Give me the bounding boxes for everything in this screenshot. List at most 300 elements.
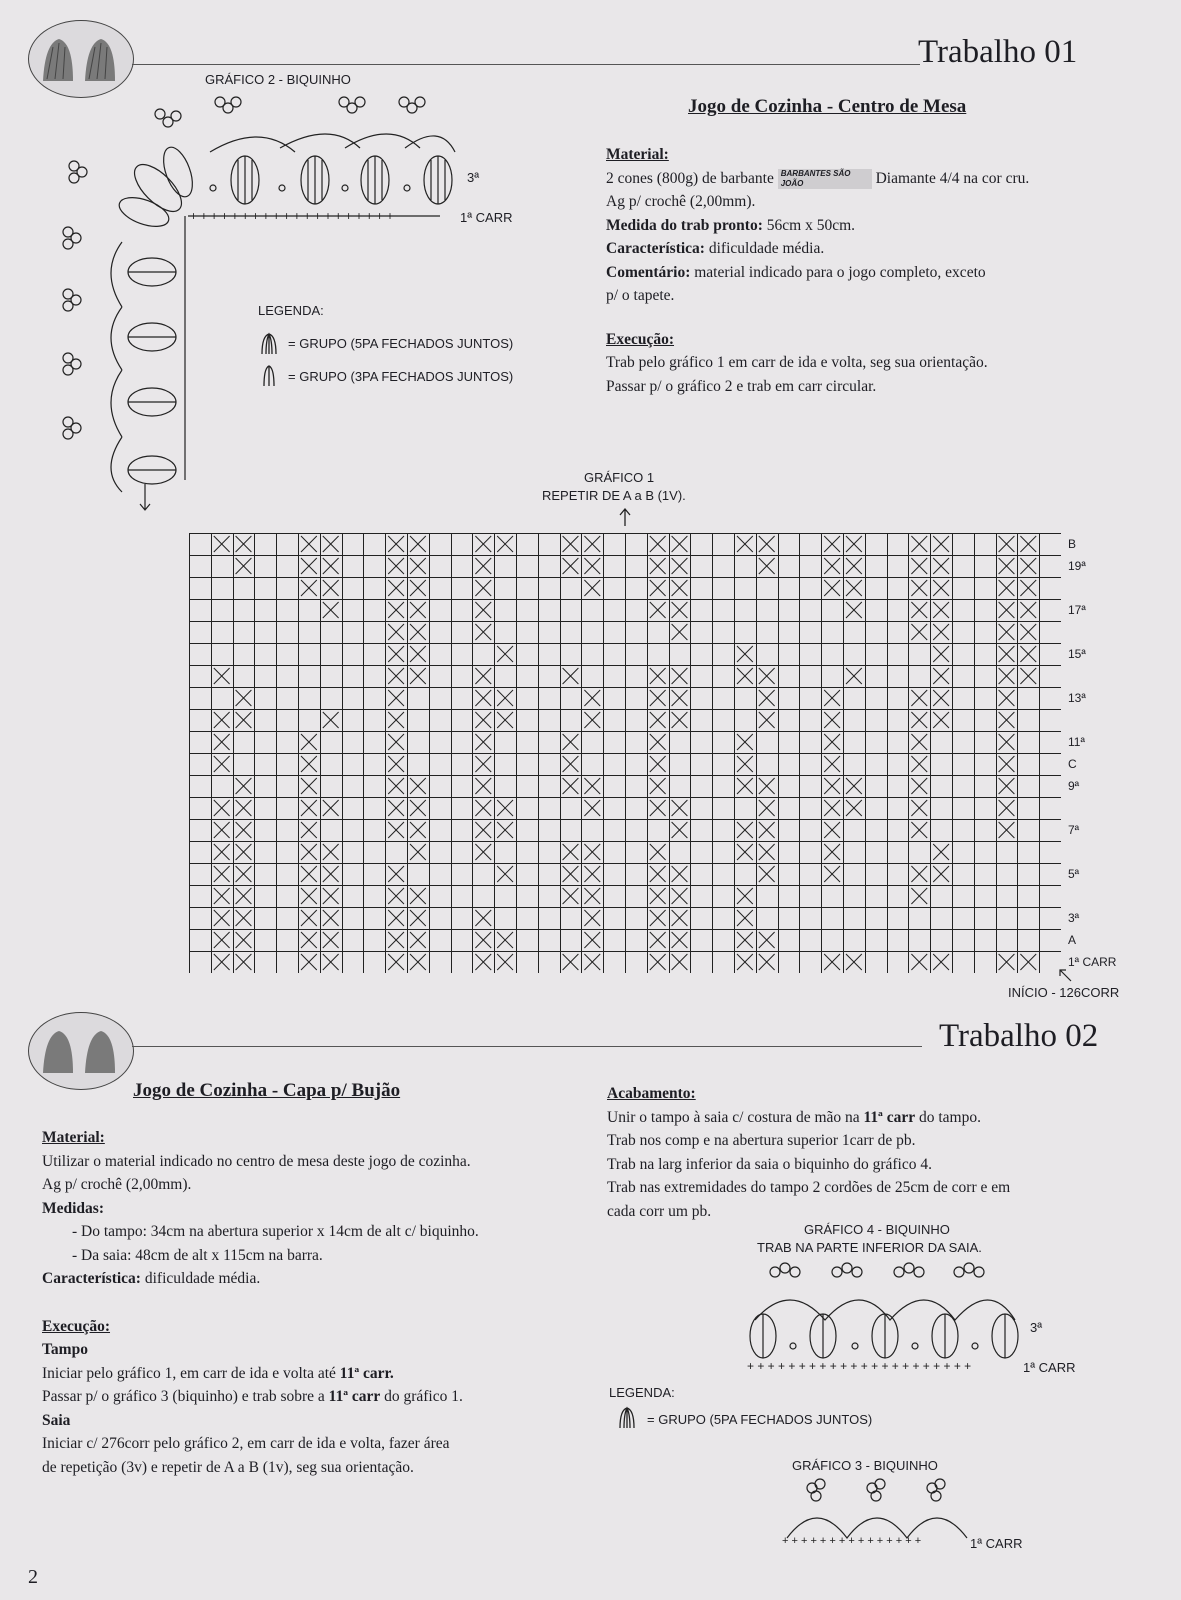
grid-cell-x xyxy=(911,536,927,552)
grafico2-row3-label: 3ª xyxy=(467,170,480,185)
grid-cell-x xyxy=(824,778,840,794)
grid-cell-x xyxy=(911,888,927,904)
grid-cell-x xyxy=(672,536,688,552)
grid-cell-x xyxy=(650,756,666,772)
grid-row-label: 7ª xyxy=(1068,823,1080,837)
grid-cell-x xyxy=(563,536,579,552)
grid-cell-x xyxy=(475,580,491,596)
yarn-icon xyxy=(29,1013,133,1089)
grid-cell-x xyxy=(584,580,600,596)
grid-cell-x xyxy=(1020,646,1036,662)
grid-cell-x xyxy=(301,558,317,574)
grid-cell-x xyxy=(497,954,513,970)
direction-arrow xyxy=(140,484,150,510)
grid-cell-x xyxy=(584,888,600,904)
grid-cell-x xyxy=(236,778,252,794)
material-line1-a: 2 cones (800g) de barbante xyxy=(606,169,774,187)
grid-cell-x xyxy=(236,866,252,882)
grid-cell-x xyxy=(759,558,775,574)
svg-text:+ + + + + + + + + + + + + + +: + + + + + + + + + + + + + + + + + + + + + + xyxy=(747,1359,972,1373)
grid-cell-x xyxy=(584,910,600,926)
grid-cell-x xyxy=(410,580,426,596)
grid-cell-x xyxy=(672,954,688,970)
grid-cell-x xyxy=(1020,624,1036,640)
grid-cell-x xyxy=(301,536,317,552)
t2-acabamento-heading: Acabamento: xyxy=(607,1085,696,1102)
grid-cell-x xyxy=(933,558,949,574)
grid-cell-x xyxy=(672,668,688,684)
grid-cell-x xyxy=(911,800,927,816)
grid-cell-x xyxy=(475,712,491,728)
grid-cell-x xyxy=(410,668,426,684)
comentario-line2: p/ o tapete. xyxy=(606,287,675,304)
grid-cell-x xyxy=(236,954,252,970)
grid-cell-x xyxy=(214,800,230,816)
grafico4-legend-title: LEGENDA: xyxy=(609,1385,675,1400)
grid-cell-x xyxy=(650,712,666,728)
grid-cell-x xyxy=(933,624,949,640)
grid-cell-x xyxy=(1020,536,1036,552)
grid-cell-x xyxy=(846,800,862,816)
grid-cell-x xyxy=(475,734,491,750)
grid-row-label: 19ª xyxy=(1068,559,1086,573)
grid-cell-x xyxy=(759,866,775,882)
grid-cell-x xyxy=(584,954,600,970)
t2-medidas-line2: - Da saia: 48cm de alt x 115cm na barra. xyxy=(72,1246,323,1264)
grid-cell-x xyxy=(737,844,753,860)
grid-cell-x xyxy=(236,844,252,860)
grid-cell-x xyxy=(650,910,666,926)
grid-cell-x xyxy=(999,778,1015,794)
grid-cell-x xyxy=(650,602,666,618)
grid-cell-x xyxy=(824,954,840,970)
grid-cell-x xyxy=(563,954,579,970)
grafico4-row3-label: 3ª xyxy=(1030,1320,1043,1335)
grid-cell-x xyxy=(672,910,688,926)
grid-cell-x xyxy=(410,932,426,948)
material-line2: Ag p/ crochê (2,00mm). xyxy=(606,193,756,210)
grafico2-title: GRÁFICO 2 - BIQUINHO xyxy=(205,72,351,87)
grid-cell-x xyxy=(410,954,426,970)
grid-cell-x xyxy=(388,800,404,816)
grid-cell-x xyxy=(737,734,753,750)
grid-cell-x xyxy=(999,800,1015,816)
execucao-heading: Execução: xyxy=(606,330,675,348)
grafico2-shells-top xyxy=(210,134,455,204)
grid-cell-x xyxy=(323,800,339,816)
grid-cell-x xyxy=(672,580,688,596)
grid-cell-x xyxy=(737,932,753,948)
grid-cell-x xyxy=(475,558,491,574)
grid-cell-x xyxy=(236,888,252,904)
grid-cell-x xyxy=(497,690,513,706)
grid-cell-x xyxy=(410,778,426,794)
grid-cell-x xyxy=(388,910,404,926)
grid-cell-x xyxy=(214,734,230,750)
grid-cell-x xyxy=(388,690,404,706)
grid-cell-x xyxy=(301,932,317,948)
grid-cell-x xyxy=(584,800,600,816)
grid-cell-x xyxy=(563,558,579,574)
grid-cell-x xyxy=(824,580,840,596)
grid-row-label: 11ª xyxy=(1068,735,1085,749)
t2-acab-line4: Trab nas extremidades do tampo 2 cordões de 25cm de corr e em xyxy=(607,1179,1011,1196)
grid-cell-x xyxy=(323,888,339,904)
grid-cell-x xyxy=(999,734,1015,750)
t2-tampo-line1: Iniciar pelo gráfico 1, em carr de ida e volta até 11ª carr. xyxy=(42,1364,394,1382)
t2-acab-line3: Trab na larg inferior da saia o biquinho do gráfico 4. xyxy=(607,1155,932,1173)
caracteristica-line: Característica: dificuldade média. xyxy=(606,240,825,257)
grid-cell-x xyxy=(999,536,1015,552)
grid-cell-x xyxy=(497,712,513,728)
grid-cell-x xyxy=(650,866,666,882)
grid-cell-x xyxy=(672,558,688,574)
grid-cell-x xyxy=(301,954,317,970)
grid-cell-x xyxy=(388,866,404,882)
grid-cell-x xyxy=(737,756,753,772)
grid-row-label: 15ª xyxy=(1068,647,1086,661)
grid-cell-x xyxy=(933,668,949,684)
grid-cell-x xyxy=(911,866,927,882)
grid-cell-x xyxy=(475,822,491,838)
grid-cell-x xyxy=(672,822,688,838)
grid-cell-x xyxy=(584,866,600,882)
grid-cell-x xyxy=(388,646,404,662)
material-line1 xyxy=(606,167,1151,191)
grid-row-label: A xyxy=(1068,933,1077,947)
grid-cell-x xyxy=(475,844,491,860)
grid-cell-x xyxy=(672,888,688,904)
grid-cell-x xyxy=(911,756,927,772)
grid-cell-x xyxy=(650,580,666,596)
grid-cell-x xyxy=(933,580,949,596)
grid-cell-x xyxy=(672,800,688,816)
grid-cell-x xyxy=(846,580,862,596)
grid-cell-x xyxy=(584,690,600,706)
grid-cell-x xyxy=(475,778,491,794)
grid-cell-x xyxy=(933,602,949,618)
grid-cell-x xyxy=(475,932,491,948)
grid-cell-x xyxy=(563,668,579,684)
grid-cell-x xyxy=(236,536,252,552)
grid-cell-x xyxy=(933,646,949,662)
grid-cell-x xyxy=(911,690,927,706)
t2-tampo-heading: Tampo xyxy=(42,1341,88,1358)
grid-cell-x xyxy=(911,558,927,574)
grid-cell-x xyxy=(737,954,753,970)
grid-cell-x xyxy=(846,602,862,618)
grid-cell-x xyxy=(999,690,1015,706)
grid-cell-x xyxy=(824,844,840,860)
grid-cell-x xyxy=(236,910,252,926)
grid-cell-x xyxy=(824,558,840,574)
grid-cell-x xyxy=(824,800,840,816)
grafico2-row1-label: 1ª CARR xyxy=(460,210,513,225)
grid-cell-x xyxy=(497,866,513,882)
grafico1-title-line2: REPETIR DE A a B (1V). xyxy=(542,488,686,503)
grid-cell-x xyxy=(563,778,579,794)
header2-rule xyxy=(132,1046,922,1047)
grid-cell-x xyxy=(214,910,230,926)
svg-text:+ + + + + + + + + + + + + + +: + + + + + + + + + + + + + + + xyxy=(782,1535,922,1547)
grid-cell-x xyxy=(497,646,513,662)
grid-cell-x xyxy=(475,910,491,926)
t2-saia-heading: Saia xyxy=(42,1411,71,1429)
grid-cell-x xyxy=(846,954,862,970)
grid-cell-x xyxy=(410,558,426,574)
grid-cell-x xyxy=(737,910,753,926)
grid-cell-x xyxy=(650,888,666,904)
grid-cell-x xyxy=(650,668,666,684)
grid-cell-x xyxy=(999,624,1015,640)
material-line1-b: Diamante 4/4 na cor cru. xyxy=(875,169,1030,187)
grid-cell-x xyxy=(933,844,949,860)
trabalho1-subtitle: Jogo de Cozinha - Centro de Mesa xyxy=(688,96,967,117)
grafico1-row-labels xyxy=(1068,533,1148,973)
grid-cell-x xyxy=(236,800,252,816)
grid-cell-x xyxy=(672,712,688,728)
grid-cell-x xyxy=(911,734,927,750)
trabalho1-text-block xyxy=(606,143,1151,398)
grid-cell-x xyxy=(999,822,1015,838)
grid-cell-x xyxy=(301,822,317,838)
grid-cell-x xyxy=(388,668,404,684)
grid-cell-x xyxy=(737,646,753,662)
grid-row-label: 17ª xyxy=(1068,603,1086,617)
grid-cell-x xyxy=(388,602,404,618)
grafico4-title-line2: TRAB NA PARTE INFERIOR DA SAIA. xyxy=(757,1240,982,1255)
group-5pa-icon xyxy=(258,332,280,356)
grid-cell-x xyxy=(410,646,426,662)
grid-cell-x xyxy=(475,536,491,552)
grid-cell-x xyxy=(999,646,1015,662)
grid-cell-x xyxy=(563,866,579,882)
grid-row-label: 1ª CARR xyxy=(1068,955,1117,969)
grid-cell-x xyxy=(388,624,404,640)
grid-cell-x xyxy=(911,712,927,728)
grid-cell-x xyxy=(672,624,688,640)
grafico2-diagram xyxy=(60,92,530,512)
grid-cell-x xyxy=(911,954,927,970)
grid-cell-x xyxy=(323,580,339,596)
grid-cell-x xyxy=(1020,602,1036,618)
grid-row-label: B xyxy=(1068,537,1077,551)
grid-cell-x xyxy=(759,668,775,684)
grid-cell-x xyxy=(301,778,317,794)
grid-cell-x xyxy=(323,536,339,552)
grid-cell-x xyxy=(323,602,339,618)
grid-cell-x xyxy=(650,932,666,948)
grid-cell-x xyxy=(846,558,862,574)
yarn-icon xyxy=(29,21,133,97)
grid-cell-x xyxy=(475,602,491,618)
grid-row-label: 3ª xyxy=(1068,911,1080,925)
grid-cell-x xyxy=(999,712,1015,728)
t2-caracteristica-line: Característica: dificuldade média. xyxy=(42,1270,261,1287)
grafico2-crosses xyxy=(190,209,394,223)
grid-cell-x xyxy=(650,536,666,552)
grafico2-legend-title: LEGENDA: xyxy=(258,303,324,318)
grid-cell-x xyxy=(236,690,252,706)
grid-cell-x xyxy=(410,888,426,904)
grid-cell-x xyxy=(475,800,491,816)
start-arrow-icon xyxy=(1058,968,1072,982)
grid-cell-x xyxy=(323,712,339,728)
grafico4-title-line1: GRÁFICO 4 - BIQUINHO xyxy=(804,1222,950,1237)
t2-medidas-heading: Medidas: xyxy=(42,1199,104,1217)
grid-cell-x xyxy=(214,536,230,552)
trabalho2-left-text xyxy=(42,1126,582,1479)
grid-cell-x xyxy=(737,822,753,838)
grid-cell-x xyxy=(672,932,688,948)
t2-saia-line2: de repetição (3v) e repetir de A a B (1v), seg sua orientação. xyxy=(42,1458,414,1476)
trabalho2-title: Trabalho 02 xyxy=(939,1018,1099,1054)
grafico4-shells xyxy=(750,1314,1018,1358)
grid-cell-x xyxy=(911,778,927,794)
grid-cell-x xyxy=(999,602,1015,618)
grid-cell-x xyxy=(410,800,426,816)
header-rule xyxy=(132,64,920,65)
header-logo-circle xyxy=(28,20,134,98)
t2-acab-line1: Unir o tampo à saia c/ costura de mão na 11ª carr do tampo. xyxy=(607,1108,981,1126)
grid-cell-x xyxy=(323,844,339,860)
grid-cell-x xyxy=(1020,954,1036,970)
grid-cell-x xyxy=(759,844,775,860)
grid-cell-x xyxy=(650,800,666,816)
grid-cell-x xyxy=(846,668,862,684)
grid-cell-x xyxy=(933,690,949,706)
grid-cell-x xyxy=(650,778,666,794)
comentario-line: Comentário: material indicado para o jogo completo, exceto xyxy=(606,263,986,281)
grid-cell-x xyxy=(911,602,927,618)
grid-cell-x xyxy=(824,822,840,838)
grid-cell-x xyxy=(214,822,230,838)
grafico1-grid xyxy=(189,533,1061,973)
grafico2-flowers xyxy=(63,97,425,439)
grid-cell-x xyxy=(737,778,753,794)
grid-cell-x xyxy=(410,536,426,552)
grid-cell-x xyxy=(301,580,317,596)
grid-cell-x xyxy=(410,822,426,838)
grid-cell-x xyxy=(388,778,404,794)
grid-cell-x xyxy=(410,910,426,926)
grid-cell-x xyxy=(236,558,252,574)
grid-cell-x xyxy=(650,954,666,970)
grid-cell-x xyxy=(759,932,775,948)
grid-cell-x xyxy=(911,624,927,640)
grid-cell-x xyxy=(475,624,491,640)
grid-cell-x xyxy=(650,558,666,574)
grid-cell-x xyxy=(497,536,513,552)
grid-cell-x xyxy=(410,844,426,860)
grid-cell-x xyxy=(933,954,949,970)
grid-cell-x xyxy=(759,690,775,706)
grid-cell-x xyxy=(911,580,927,596)
grid-cell-x xyxy=(214,888,230,904)
grid-cell-x xyxy=(759,712,775,728)
t2-tampo-line2: Passar p/ o gráfico 3 (biquinho) e trab sobre a 11ª carr do gráfico 1. xyxy=(42,1388,463,1405)
grid-cell-x xyxy=(999,668,1015,684)
grid-cell-x xyxy=(933,866,949,882)
grid-cell-x xyxy=(824,690,840,706)
grid-cell-x xyxy=(388,558,404,574)
grid-cell-x xyxy=(584,712,600,728)
grid-cell-x xyxy=(1020,580,1036,596)
grid-cell-x xyxy=(824,712,840,728)
grid-cell-x xyxy=(563,734,579,750)
grid-cell-x xyxy=(1020,668,1036,684)
grid-cell-x xyxy=(650,734,666,750)
grid-cell-x xyxy=(846,536,862,552)
grid-cell-x xyxy=(497,800,513,816)
grid-cell-x xyxy=(301,888,317,904)
grid-cell-x xyxy=(214,844,230,860)
t2-saia-line1: Iniciar c/ 276corr pelo gráfico 2, em carr de ida e volta, fazer área xyxy=(42,1435,450,1452)
grafico2-shells-side xyxy=(111,242,176,492)
grid-cell-x xyxy=(824,734,840,750)
grid-cell-x xyxy=(672,866,688,882)
page-number: 2 xyxy=(28,1566,38,1588)
grid-cell-x xyxy=(584,844,600,860)
grid-cell-x xyxy=(475,668,491,684)
grid-cell-x xyxy=(236,712,252,728)
grid-cell-x xyxy=(323,910,339,926)
grid-cell-x xyxy=(323,558,339,574)
grid-cell-x xyxy=(475,756,491,772)
t2-acab-line5: cada corr um pb. xyxy=(607,1202,712,1220)
grid-cell-x xyxy=(497,822,513,838)
t2-material-line1: Utilizar o material indicado no centro de mesa deste jogo de cozinha. xyxy=(42,1152,471,1170)
t2-material-line2: Ag p/ crochê (2,00mm). xyxy=(42,1176,192,1193)
grid-cell-x xyxy=(759,800,775,816)
grid-cell-x xyxy=(497,932,513,948)
grid-cell-x xyxy=(388,536,404,552)
grafico4-flowers xyxy=(770,1263,984,1277)
grid-cell-x xyxy=(388,954,404,970)
execucao-line2: Passar p/ o gráfico 2 e trab em carr circular. xyxy=(606,377,877,395)
grid-cell-x xyxy=(584,932,600,948)
grafico4-row1-label: 1ª CARR xyxy=(1023,1360,1076,1375)
grid-cell-x xyxy=(759,536,775,552)
grid-cell-x xyxy=(388,756,404,772)
grid-cell-x xyxy=(824,756,840,772)
grid-cell-x xyxy=(410,602,426,618)
header2-logo-circle xyxy=(28,1012,134,1090)
grid-cell-x xyxy=(933,712,949,728)
grid-cell-x xyxy=(388,734,404,750)
trabalho2-right-text xyxy=(607,1082,1167,1223)
grid-cell-x xyxy=(563,888,579,904)
grafico4-legend-item: = GRUPO (5PA FECHADOS JUNTOS) xyxy=(647,1412,873,1427)
grid-cell-x xyxy=(933,536,949,552)
t2-execucao-heading: Execução: xyxy=(42,1317,111,1335)
grafico3-title: GRÁFICO 3 - BIQUINHO xyxy=(792,1458,938,1473)
grafico1-title-line1: GRÁFICO 1 xyxy=(584,470,655,485)
grid-cell-x xyxy=(214,932,230,948)
grid-cell-x xyxy=(584,778,600,794)
grid-cell-x xyxy=(650,690,666,706)
material-heading: Material: xyxy=(606,146,669,163)
grid-row-label: 13ª xyxy=(1068,691,1086,705)
grid-cell-x xyxy=(388,932,404,948)
grid-cell-x xyxy=(563,756,579,772)
grid-cell-x xyxy=(999,580,1015,596)
group-5pa-icon xyxy=(616,1406,638,1430)
grafico4-diagram xyxy=(745,1260,1045,1375)
grid-cell-x xyxy=(672,602,688,618)
grid-cell-x xyxy=(323,866,339,882)
grid-cell-x xyxy=(301,910,317,926)
